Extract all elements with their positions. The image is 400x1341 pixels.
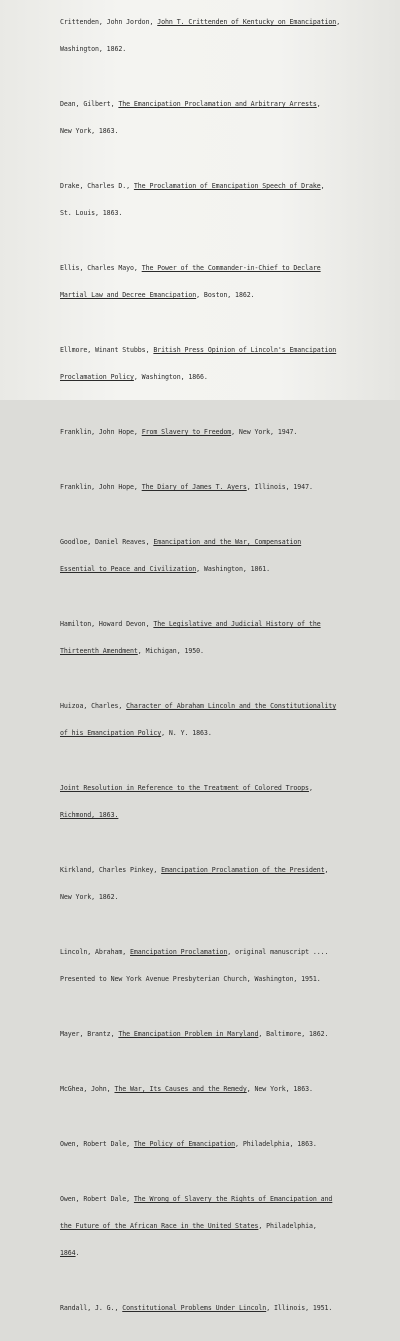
entry-title: Constitutional Problems Under Lincoln: [122, 1304, 267, 1312]
entry-title: The Wrong of Slavery the Rights of Emancipation and: [133, 1195, 333, 1203]
entry-title: The Emancipation Problem in Maryland: [118, 1030, 259, 1038]
entry-publication: , Michigan, 1950.: [137, 647, 204, 655]
entry-author: Huizoa, Charles,: [60, 702, 127, 710]
entry-text: ,: [316, 100, 321, 108]
entry-title-continued: Thirteenth Amendment: [60, 647, 138, 655]
entry-author: Dean, Gilbert,: [60, 100, 119, 108]
list-item: [60, 684, 385, 756]
entry-publication: St. Louis, 1863.: [60, 209, 123, 217]
entry-text: , original manuscript ....: [227, 948, 329, 956]
list-item: [60, 410, 385, 455]
entry-author: Randall, J. G.,: [60, 1304, 123, 1312]
entry-publication: Presented to New York Avenue Presbyterian Church, Washington, 1951.: [60, 975, 321, 983]
entry-publication: , Baltimore, 1862.: [258, 1030, 329, 1038]
entry-author: Goodloe, Daniel Reaves,: [60, 538, 154, 546]
entry-publication: New York, 1862.: [60, 893, 119, 901]
entry-title-continued: Essential to Peace and Civilization: [60, 565, 197, 573]
list-item: [60, 766, 385, 838]
entry-title: Character of Abraham Lincoln and the Constitutionality: [126, 702, 337, 710]
entry-text: ,: [336, 18, 341, 26]
entry-author: McGhea, John,: [60, 1085, 115, 1093]
entry-author: Drake, Charles D.,: [60, 182, 134, 190]
list-item: [60, 1067, 385, 1112]
entry-publication: Richmond, 1863.: [60, 811, 119, 819]
entry-title: Emancipation Proclamation of the President: [161, 866, 325, 874]
entry-title: The War, Its Causes and the Remedy: [114, 1085, 247, 1093]
entry-text: ,: [308, 784, 313, 792]
list-item: [60, 520, 385, 592]
entry-title: The Diary of James T. Ayers: [141, 483, 247, 491]
entry-year: 1864: [60, 1249, 76, 1257]
entry-title-continued: Proclamation Policy: [60, 373, 134, 381]
entry-title: The Proclamation of Emancipation Speech of Drake: [133, 182, 321, 190]
entry-publication: , Philadelphia,: [258, 1222, 317, 1230]
list-item: [60, 164, 385, 236]
entry-title: Emancipation Proclamation: [130, 948, 228, 956]
entry-author: Lincoln, Abraham,: [60, 948, 131, 956]
entry-author: Owen, Robert Dale,: [60, 1195, 134, 1203]
entry-title: The Legislative and Judicial History of the: [153, 620, 321, 628]
entry-publication: , New York, 1863.: [246, 1085, 313, 1093]
entry-title-continued: Martial Law and Decree Emancipation: [60, 291, 197, 299]
list-item: [60, 930, 385, 1002]
entry-publication: Washington, 1862.: [60, 45, 127, 53]
list-item: [60, 82, 385, 154]
entry-author: Owen, Robert Dale,: [60, 1140, 134, 1148]
entry-title: From Slavery to Freedom: [141, 428, 232, 436]
entry-text: ,: [320, 182, 325, 190]
list-item: [60, 328, 385, 400]
entry-author: Ellmore, Winant Stubbs,: [60, 346, 154, 354]
entry-publication: New York, 1863.: [60, 127, 119, 135]
entry-publication: , Boston, 1862.: [196, 291, 255, 299]
entry-author: Hamilton, Howard Devon,: [60, 620, 154, 628]
list-item: [60, 246, 385, 318]
entry-author: Franklin, John Hope,: [60, 428, 142, 436]
list-item: [60, 1122, 385, 1167]
list-item: [60, 848, 385, 920]
list-item: [60, 1012, 385, 1057]
list-item: [60, 0, 385, 72]
entry-title: Emancipation and the War, Compensation: [153, 538, 302, 546]
entry-title: The Emancipation Proclamation and Arbitrary Arrests: [118, 100, 317, 108]
entry-publication: , Philadelphia, 1863.: [235, 1140, 317, 1148]
entry-title: The Power of the Commander-in-Chief to Declare: [141, 264, 321, 272]
entry-publication: , Illinois, 1947.: [246, 483, 313, 491]
list-item: [60, 602, 385, 674]
entry-author: Ellis, Charles Mayo,: [60, 264, 142, 272]
bibliography-list: [60, 0, 385, 1341]
list-item: [60, 465, 385, 510]
entry-publication: , Washington, 1861.: [196, 565, 271, 573]
entry-author: Mayer, Brantz,: [60, 1030, 119, 1038]
entry-title-continued: the Future of the African Race in the United States: [60, 1222, 259, 1230]
entry-publication: , Washington, 1866.: [133, 373, 208, 381]
entry-title: John T. Crittenden of Kentucky on Emancipation: [157, 18, 337, 26]
list-item: [60, 1286, 385, 1331]
list-item: [60, 1177, 385, 1276]
entry-text: ,: [324, 866, 329, 874]
entry-author: Franklin, John Hope,: [60, 483, 142, 491]
entry-title: Joint Resolution in Reference to the Treatment of Colored Troops: [60, 784, 309, 792]
entry-title-continued: of his Emancipation Policy: [60, 729, 162, 737]
entry-publication: , New York, 1947.: [231, 428, 298, 436]
entry-publication: , N. Y. 1863.: [161, 729, 212, 737]
entry-author: Kirkland, Charles Pinkey,: [60, 866, 162, 874]
entry-publication: , Illinois, 1951.: [266, 1304, 333, 1312]
entry-title: The Policy of Emancipation: [133, 1140, 236, 1148]
entry-text: .: [75, 1249, 80, 1257]
entry-title: British Press Opinion of Lincoln's Emancipation: [153, 346, 337, 354]
entry-author: Crittenden, John Jordon,: [60, 18, 158, 26]
